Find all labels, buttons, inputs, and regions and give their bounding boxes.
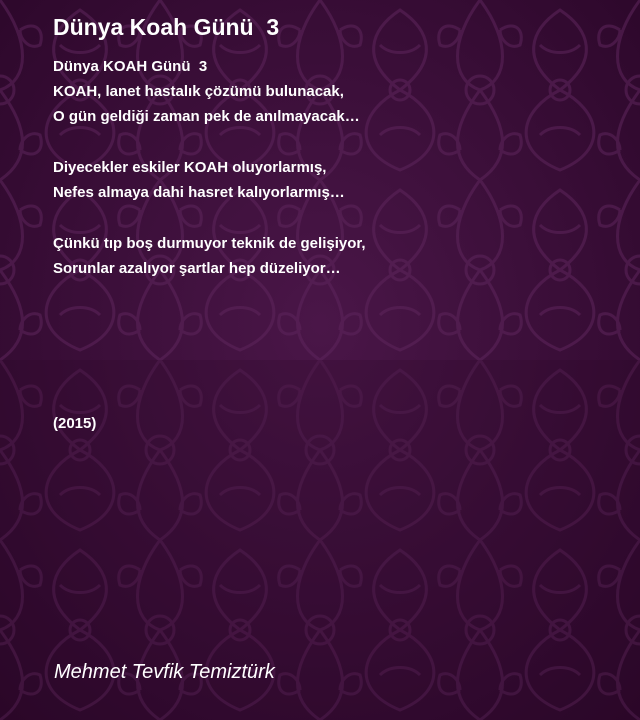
stanza-gap [53, 129, 613, 155]
poem-line: KOAH, lanet hastalık çözümü bulunacak, [53, 83, 344, 100]
poem-line: Sorunlar azalıyor şartlar hep düzeliyor… [53, 260, 341, 277]
poem-year: (2015) [53, 415, 97, 432]
stanza [53, 155, 613, 205]
poem-line: Dünya KOAH Günü 3 [53, 58, 208, 75]
stanza [53, 54, 613, 129]
poem-line: Diyecekler eskiler KOAH oluyorlarmış, [53, 159, 327, 176]
poem-body [53, 54, 613, 281]
poem-line: Nefes almaya dahi hasret kalıyorlarmış… [53, 184, 345, 201]
poem-line: O gün geldiği zaman pek de anılmayacak… [53, 108, 360, 125]
stanza-gap [53, 205, 613, 231]
poem-title: Dünya Koah Günü 3 [53, 14, 280, 40]
poem-author: Mehmet Tevfik Temiztürk [54, 661, 275, 683]
stanza [53, 231, 613, 281]
poem-line: Çünkü tıp boş durmuyor teknik de gelişiyor, [53, 235, 366, 252]
